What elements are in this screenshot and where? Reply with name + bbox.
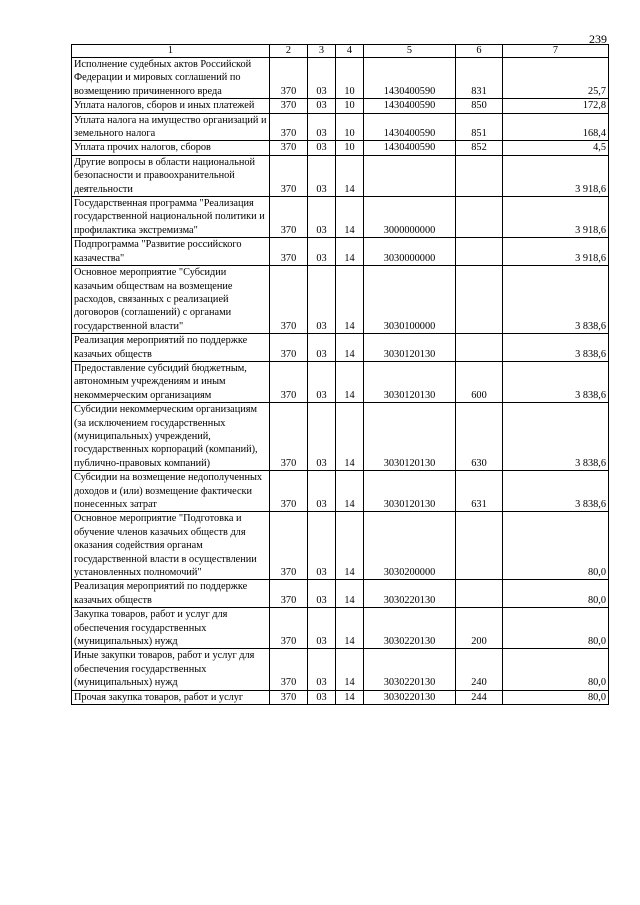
row-col-3: 03 (308, 113, 336, 141)
row-col-7: 25,7 (503, 58, 609, 99)
row-name: Реализация мероприятий по поддержке казачьих обществ (72, 580, 270, 608)
header-col-1: 1 (72, 45, 270, 58)
row-col-5: 3000000000 (364, 197, 456, 238)
row-col-4: 14 (336, 334, 364, 362)
header-col-4: 4 (336, 45, 364, 58)
table-row (72, 471, 609, 512)
row-col-6 (456, 155, 503, 196)
row-col-2: 370 (270, 58, 308, 99)
row-col-4: 10 (336, 113, 364, 141)
row-col-3: 03 (308, 155, 336, 196)
row-col-2: 370 (270, 238, 308, 266)
table-row (72, 690, 609, 704)
row-col-4: 14 (336, 580, 364, 608)
row-col-4: 14 (336, 649, 364, 690)
row-col-4: 14 (336, 471, 364, 512)
row-col-5: 3030120130 (364, 334, 456, 362)
row-col-2: 370 (270, 113, 308, 141)
row-col-4: 14 (336, 512, 364, 580)
row-col-5: 1430400590 (364, 141, 456, 155)
row-name: Государственная программа "Реализация государственной национальной политики и профилактика экстремизма" (72, 197, 270, 238)
row-col-6 (456, 334, 503, 362)
row-col-7: 168,4 (503, 113, 609, 141)
row-col-4: 10 (336, 58, 364, 99)
table-row (72, 334, 609, 362)
row-col-2: 370 (270, 361, 308, 402)
row-name: Уплата прочих налогов, сборов (72, 141, 270, 155)
row-col-7: 80,0 (503, 512, 609, 580)
table-row (72, 197, 609, 238)
row-name: Реализация мероприятий по поддержке казачьих обществ (72, 334, 270, 362)
row-col-6: 851 (456, 113, 503, 141)
row-col-4: 14 (336, 155, 364, 196)
table-row (72, 403, 609, 471)
row-col-6: 631 (456, 471, 503, 512)
row-col-3: 03 (308, 58, 336, 99)
row-col-7: 3 918,6 (503, 238, 609, 266)
row-col-4: 14 (336, 238, 364, 266)
row-name: Предоставление субсидий бюджетным, автономным учреждениям и иным некоммерческим организациям (72, 361, 270, 402)
row-col-2: 370 (270, 99, 308, 113)
row-name: Подпрограмма "Развитие российского казачества" (72, 238, 270, 266)
row-col-2: 370 (270, 141, 308, 155)
row-col-4: 14 (336, 608, 364, 649)
row-col-5: 3030120130 (364, 403, 456, 471)
row-col-7: 3 838,6 (503, 266, 609, 334)
row-name: Исполнение судебных актов Российской Федерации и мировых соглашений по возмещению причиненного вреда (72, 58, 270, 99)
row-col-6 (456, 238, 503, 266)
row-name: Уплата налога на имущество организаций и земельного налога (72, 113, 270, 141)
row-col-5: 1430400590 (364, 58, 456, 99)
row-col-3: 03 (308, 238, 336, 266)
table-row (72, 649, 609, 690)
header-col-6: 6 (456, 45, 503, 58)
table-row (72, 99, 609, 113)
row-name: Иные закупки товаров, работ и услуг для обеспечения государственных (муниципальных) нужд (72, 649, 270, 690)
row-name: Основное мероприятие "Подготовка и обучение членов казачьих обществ для оказания содействия органам государственной власти в осуществлении установленных полномочий" (72, 512, 270, 580)
row-col-7: 3 838,6 (503, 471, 609, 512)
table-row (72, 58, 609, 99)
row-col-6: 244 (456, 690, 503, 704)
row-col-6: 852 (456, 141, 503, 155)
row-col-7: 80,0 (503, 608, 609, 649)
row-col-5: 3030120130 (364, 471, 456, 512)
row-col-3: 03 (308, 334, 336, 362)
budget-table (71, 44, 609, 705)
row-col-6: 831 (456, 58, 503, 99)
row-col-5: 3030120130 (364, 361, 456, 402)
row-col-4: 10 (336, 141, 364, 155)
table-row (72, 266, 609, 334)
row-col-2: 370 (270, 690, 308, 704)
header-col-7: 7 (503, 45, 609, 58)
row-col-5: 3030000000 (364, 238, 456, 266)
row-name: Основное мероприятие "Субсидии казачьим обществам на возмещение расходов, связанных с реализацией договоров (соглашений) с органами государственной власти" (72, 266, 270, 334)
table-row (72, 113, 609, 141)
page-number: 239 (589, 32, 607, 46)
row-col-7: 3 838,6 (503, 334, 609, 362)
header-col-3: 3 (308, 45, 336, 58)
row-col-5: 3030220130 (364, 580, 456, 608)
row-col-7: 80,0 (503, 649, 609, 690)
row-col-4: 14 (336, 266, 364, 334)
row-col-6: 240 (456, 649, 503, 690)
row-col-2: 370 (270, 649, 308, 690)
row-col-6: 850 (456, 99, 503, 113)
row-col-4: 14 (336, 361, 364, 402)
row-col-4: 10 (336, 99, 364, 113)
row-col-5 (364, 155, 456, 196)
row-name: Закупка товаров, работ и услуг для обеспечения государственных (муниципальных) нужд (72, 608, 270, 649)
row-name: Уплата налогов, сборов и иных платежей (72, 99, 270, 113)
row-col-3: 03 (308, 690, 336, 704)
row-col-3: 03 (308, 361, 336, 402)
row-col-3: 03 (308, 512, 336, 580)
row-col-3: 03 (308, 608, 336, 649)
row-col-2: 370 (270, 266, 308, 334)
row-col-6: 600 (456, 361, 503, 402)
row-col-6 (456, 197, 503, 238)
row-col-3: 03 (308, 197, 336, 238)
header-row (72, 45, 609, 58)
row-col-2: 370 (270, 155, 308, 196)
row-col-5: 3030100000 (364, 266, 456, 334)
row-col-7: 172,8 (503, 99, 609, 113)
row-col-2: 370 (270, 197, 308, 238)
table-row (72, 580, 609, 608)
row-name: Другие вопросы в области национальной безопасности и правоохранительной деятельности (72, 155, 270, 196)
row-col-5: 3030220130 (364, 649, 456, 690)
row-col-7: 80,0 (503, 690, 609, 704)
row-name: Прочая закупка товаров, работ и услуг (72, 690, 270, 704)
row-col-7: 3 838,6 (503, 403, 609, 471)
row-col-5: 3030220130 (364, 608, 456, 649)
table-row (72, 141, 609, 155)
row-col-3: 03 (308, 141, 336, 155)
row-col-5: 3030200000 (364, 512, 456, 580)
row-col-7: 3 918,6 (503, 197, 609, 238)
row-col-2: 370 (270, 580, 308, 608)
table-row (72, 155, 609, 196)
row-col-7: 3 918,6 (503, 155, 609, 196)
header-col-2: 2 (270, 45, 308, 58)
row-name: Субсидии на возмещение недополученных доходов и (или) возмещение фактически понесенных затрат (72, 471, 270, 512)
row-col-6 (456, 580, 503, 608)
row-col-4: 14 (336, 690, 364, 704)
header-col-5: 5 (364, 45, 456, 58)
table-row (72, 238, 609, 266)
row-col-3: 03 (308, 649, 336, 690)
row-col-3: 03 (308, 99, 336, 113)
row-col-7: 80,0 (503, 580, 609, 608)
row-col-5: 3030220130 (364, 690, 456, 704)
row-col-6: 630 (456, 403, 503, 471)
row-col-2: 370 (270, 512, 308, 580)
row-col-2: 370 (270, 471, 308, 512)
row-col-4: 14 (336, 403, 364, 471)
row-col-3: 03 (308, 580, 336, 608)
row-col-6 (456, 512, 503, 580)
table-row (72, 512, 609, 580)
row-col-6 (456, 266, 503, 334)
row-col-3: 03 (308, 403, 336, 471)
row-col-5: 1430400590 (364, 99, 456, 113)
row-col-5: 1430400590 (364, 113, 456, 141)
row-col-2: 370 (270, 608, 308, 649)
row-col-3: 03 (308, 471, 336, 512)
row-col-4: 14 (336, 197, 364, 238)
table-row (72, 361, 609, 402)
row-col-3: 03 (308, 266, 336, 334)
row-col-7: 3 838,6 (503, 361, 609, 402)
row-col-7: 4,5 (503, 141, 609, 155)
row-col-6: 200 (456, 608, 503, 649)
row-name: Субсидии некоммерческим организациям (за исключением государственных (муниципальных) учреждений, государственных корпораций (компаний), публично-правовых компаний) (72, 403, 270, 471)
row-col-2: 370 (270, 403, 308, 471)
row-col-2: 370 (270, 334, 308, 362)
table-row (72, 608, 609, 649)
